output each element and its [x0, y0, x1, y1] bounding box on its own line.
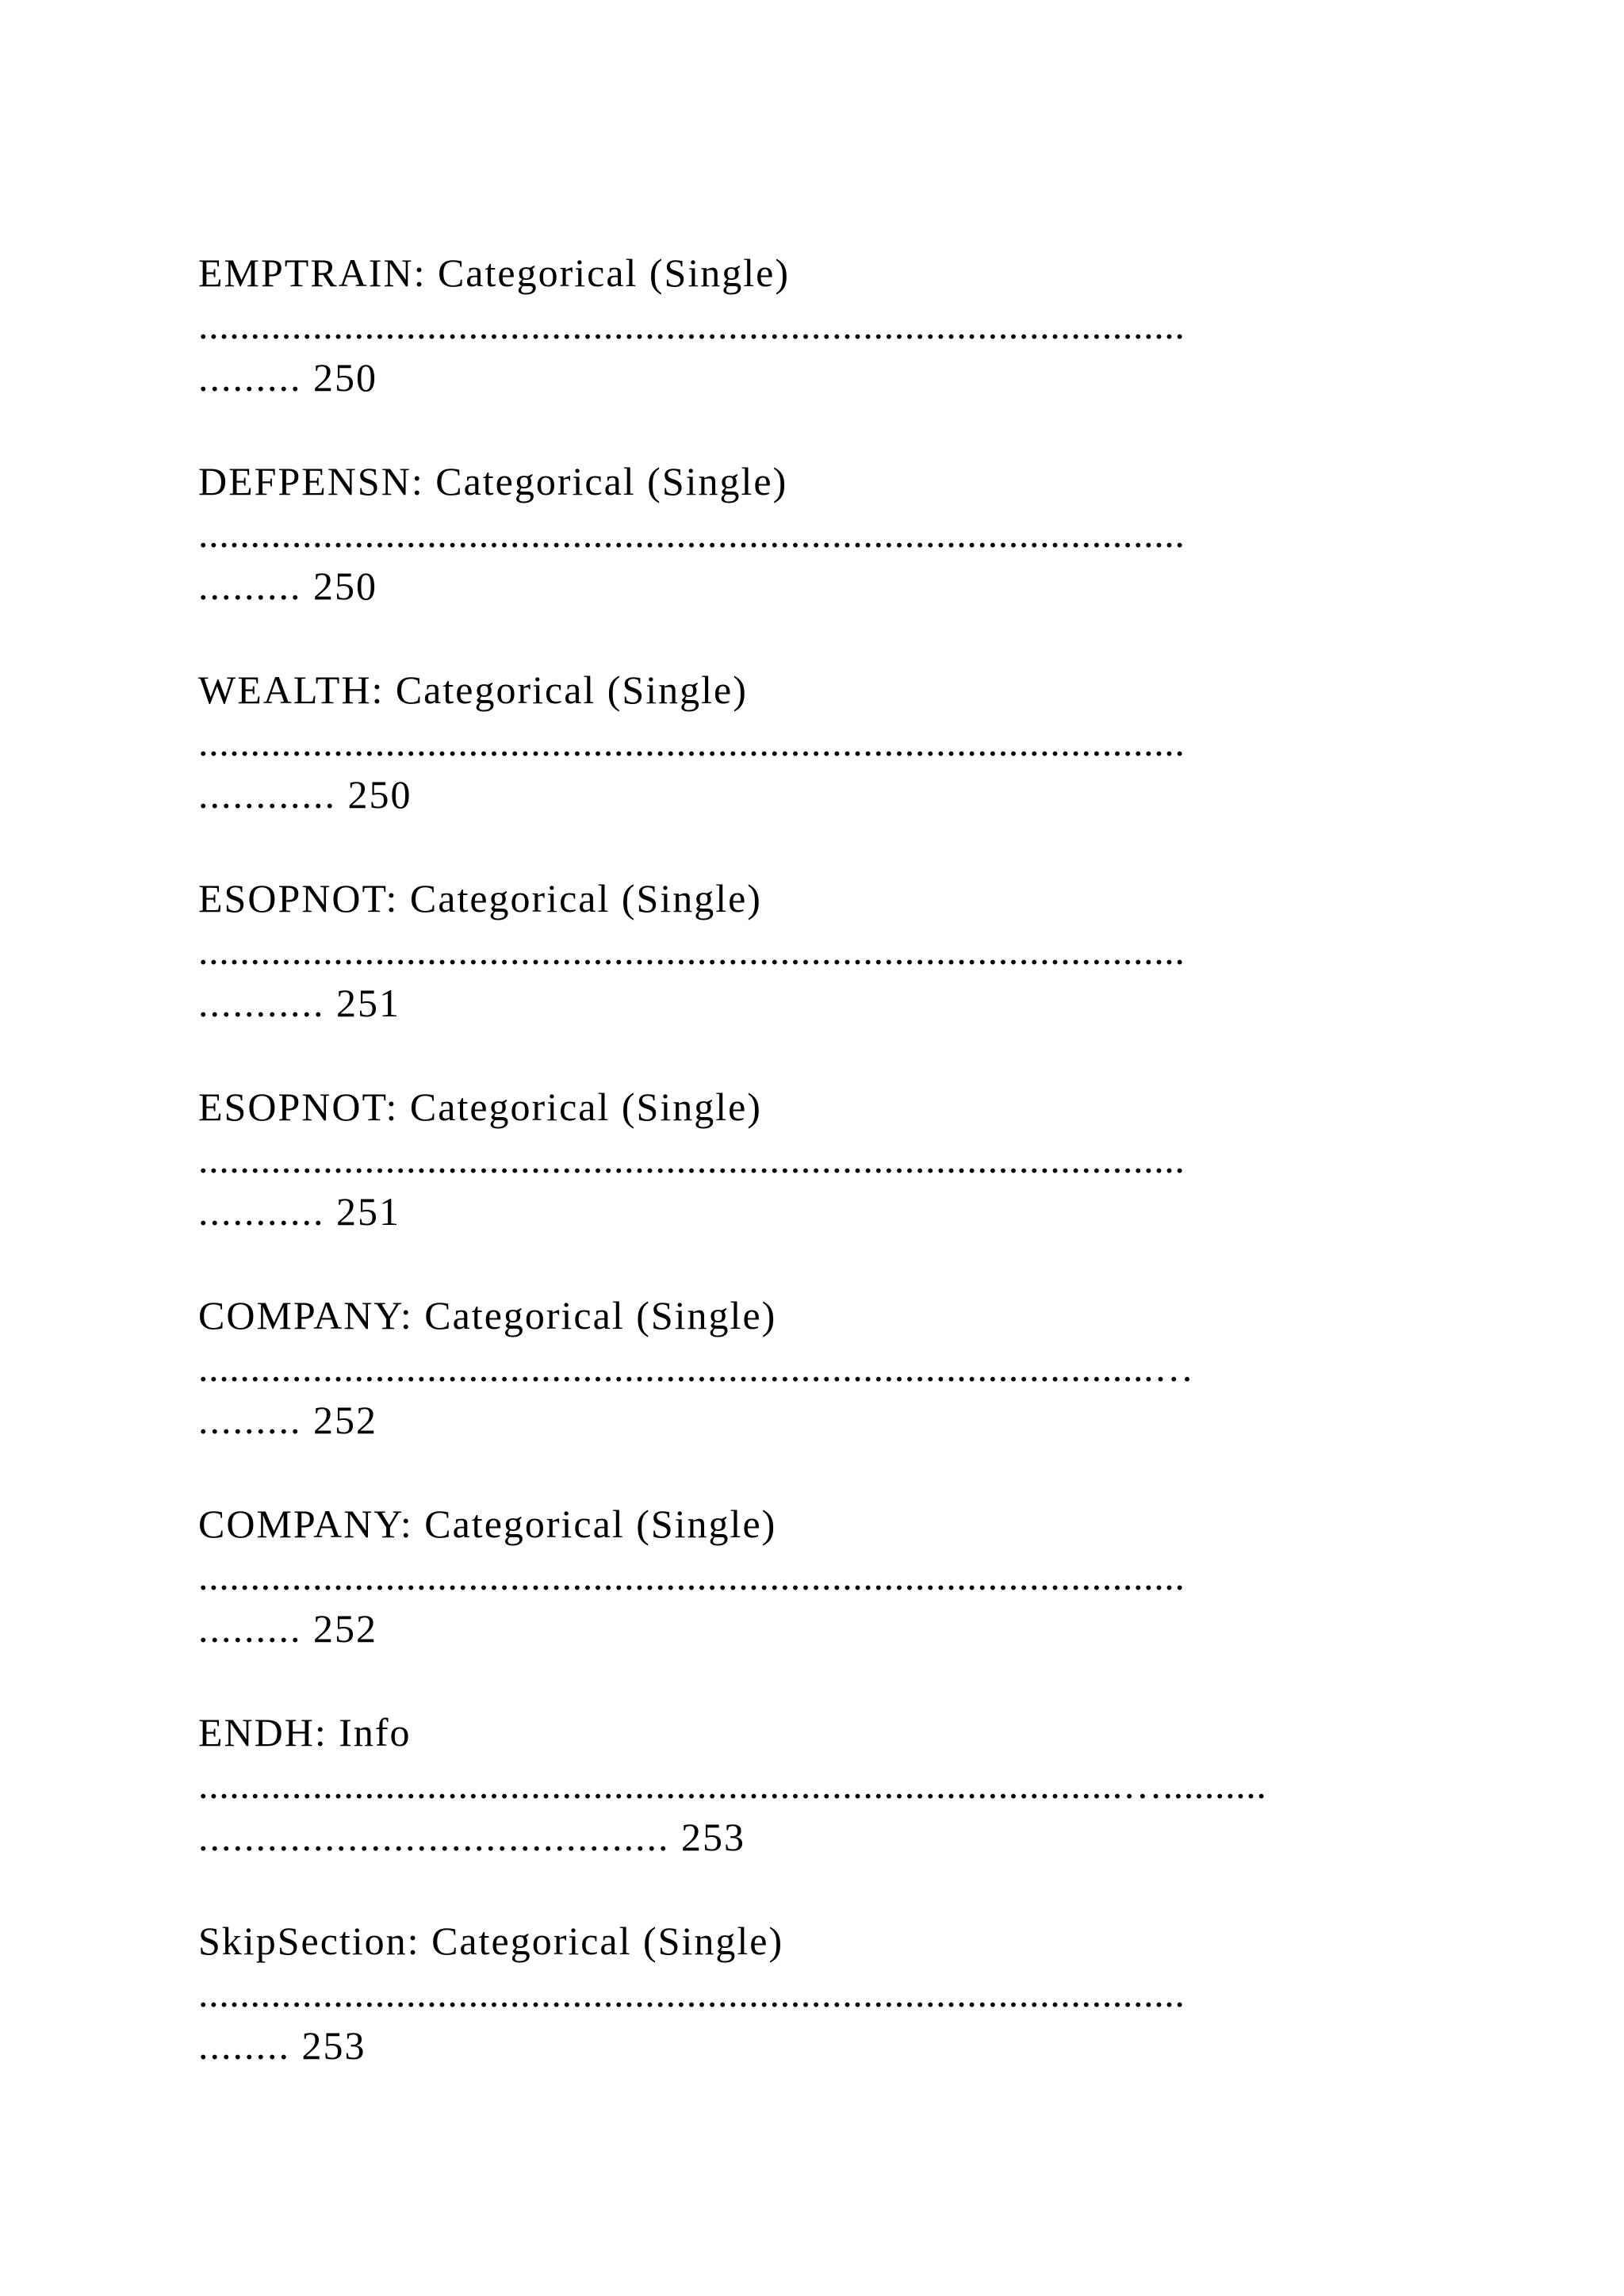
toc-entry-wealth[interactable]	[198, 655, 1435, 863]
toc-entry-page: ......... 250	[198, 355, 377, 400]
toc-entry-emptrain[interactable]	[198, 238, 1435, 446]
toc-entry-title: EMPTRAIN: Categorical (Single)	[198, 251, 790, 295]
toc-entry-title: DEFPENSN: Categorical (Single)	[198, 459, 788, 503]
toc-entry-leader: ...............................................................................................	[198, 928, 1185, 973]
toc-entry-leader: ...............................................................................................	[198, 511, 1185, 556]
toc-entry-page: ........ 253	[198, 2023, 366, 2068]
toc-entry-title: ENDH: Info	[198, 1710, 412, 1755]
toc-entry-page: ......................................... 253	[198, 1815, 745, 1859]
toc-entry-company[interactable]	[198, 1280, 1435, 1489]
toc-entry-skipsection[interactable]	[198, 1906, 1435, 2114]
toc-entry-leader: .........................................................................................…..........	[198, 1762, 1267, 1807]
toc-entry-endh[interactable]	[198, 1697, 1435, 1906]
toc-entry-leader: ...............................................................................................	[198, 1137, 1185, 1181]
toc-entry-page: ......... 250	[198, 564, 377, 608]
toc-entry-title: COMPANY: Categorical (Single)	[198, 1293, 777, 1337]
table-of-contents	[198, 238, 1435, 2114]
toc-entry-company-2[interactable]	[198, 1489, 1435, 1697]
toc-entry-page: ........... 251	[198, 981, 400, 1025]
toc-entry-title: ESOPNOT: Categorical (Single)	[198, 876, 762, 920]
toc-entry-defpensn[interactable]	[198, 446, 1435, 655]
toc-entry-leader: ...............................................................................................	[198, 303, 1185, 347]
toc-entry-page: ............ 250	[198, 772, 412, 817]
toc-entry-leader: ...............................................................................................	[198, 1971, 1185, 2015]
toc-entry-title: COMPANY: Categorical (Single)	[198, 1502, 777, 1546]
toc-entry-title: ESOPNOT: Categorical (Single)	[198, 1085, 762, 1129]
toc-entry-esopnot-2[interactable]	[198, 1072, 1435, 1280]
toc-entry-title: WEALTH: Categorical (Single)	[198, 668, 748, 712]
toc-entry-page: ........... 251	[198, 1189, 400, 1234]
toc-entry-leader: ............................................................................................…	[198, 1345, 1194, 1390]
toc-entry-title: SkipSection: Categorical (Single)	[198, 1919, 784, 1963]
toc-entry-page: ......... 252	[198, 1398, 377, 1442]
toc-entry-leader: ...............................................................................................	[198, 720, 1185, 764]
toc-entry-leader: ...............................................................................................	[198, 1554, 1185, 1598]
toc-entry-page: ......... 252	[198, 1606, 377, 1651]
toc-entry-esopnot[interactable]	[198, 863, 1435, 1072]
